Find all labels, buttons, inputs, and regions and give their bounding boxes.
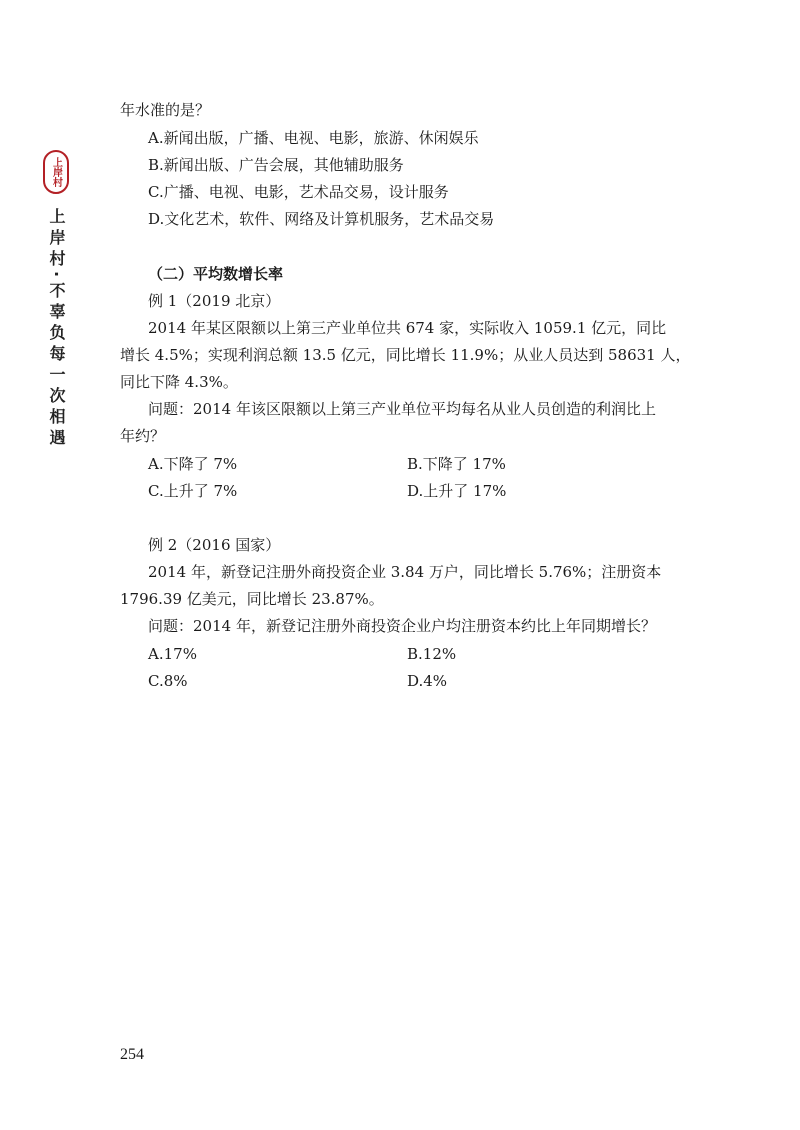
example2-option-a: A.17% xyxy=(148,645,197,663)
question-stem-tail: 年水准的是？ xyxy=(120,101,211,119)
example1-question-line-1: 问题：2014 年该区限额以上第三产业单位平均每名从业人员创造的利润比上 xyxy=(148,400,656,418)
example2-text-line-2: 1796.39 亿美元，同比增长 23.87%。 xyxy=(120,590,384,608)
seal-text: 上岸村 xyxy=(50,157,62,187)
example2-option-b: B.12% xyxy=(407,645,457,663)
side-slogan: 上岸村·不辜负每一次相遇 xyxy=(47,208,66,451)
prev-option-c: C.广播、电视、电影，艺术品交易，设计服务 xyxy=(148,183,449,201)
example1-text-line-3: 同比下降 4.3%。 xyxy=(120,373,238,391)
prev-option-d: D.文化艺术，软件、网络及计算机服务，艺术品交易 xyxy=(148,210,495,228)
example1-question-line-2: 年约？ xyxy=(120,427,166,445)
example1-option-a: A.下降了 7% xyxy=(148,455,238,473)
page-number: 254 xyxy=(120,1046,144,1063)
example1-text-line-1: 2014 年某区限额以上第三产业单位共 674 家，实际收入 1059.1 亿元，同比 xyxy=(148,319,667,337)
example2-question: 问题：2014 年，新登记注册外商投资企业户均注册资本约比上年同期增长？ xyxy=(148,617,656,635)
example1-option-d: D.上升了 17% xyxy=(407,482,507,500)
example2-option-c: C.8% xyxy=(148,672,188,690)
brand-seal xyxy=(43,150,69,194)
prev-option-a: A.新闻出版，广播、电视、电影，旅游、休闲娱乐 xyxy=(148,129,479,147)
example1-title: 例 1（2019 北京） xyxy=(148,292,281,310)
example2-option-d: D.4% xyxy=(407,672,448,690)
example2-title: 例 2（2016 国家） xyxy=(148,536,281,554)
example1-text-line-2: 增长 4.5%；实现利润总额 13.5 亿元，同比增长 11.9%；从业人员达到 58631 人， xyxy=(120,346,691,364)
example1-option-c: C.上升了 7% xyxy=(148,482,238,500)
prev-option-b: B.新闻出版、广告会展，其他辅助服务 xyxy=(148,156,404,174)
example1-option-b: B.下降了 17% xyxy=(407,455,506,473)
section-heading: （二）平均数增长率 xyxy=(148,265,284,283)
example2-text-line-1: 2014 年，新登记注册外商投资企业 3.84 万户，同比增长 5.76%；注册资本 xyxy=(148,563,662,581)
